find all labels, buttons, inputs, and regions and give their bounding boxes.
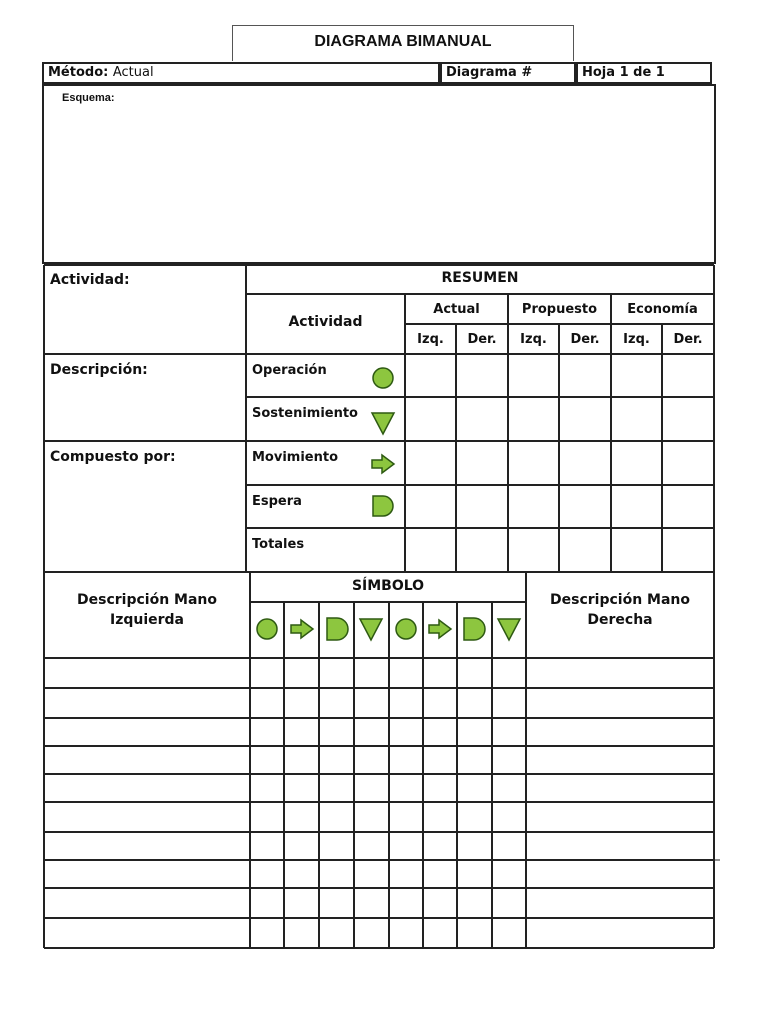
circle-icon	[370, 366, 396, 390]
sub-izq: Izq.	[520, 332, 547, 347]
hoja-label: Hoja 1 de 1	[582, 65, 665, 80]
triangle-down-icon	[370, 410, 396, 436]
actividad-column-header: Actividad	[288, 314, 363, 330]
mano-derecha-header	[526, 592, 714, 628]
arrow-right-icon	[370, 453, 396, 475]
d-shape-icon	[370, 494, 396, 518]
sub-izq: Izq.	[623, 332, 650, 347]
metodo-value: Actual	[112, 65, 154, 80]
esquema-label: Esquema:	[62, 92, 115, 104]
row-label-operacion: Operación	[252, 363, 327, 378]
d-shape-icon	[323, 616, 351, 642]
mano-izquierda-line1: Descripción Mano	[77, 592, 217, 608]
circle-icon	[392, 616, 420, 642]
diagrama-label: Diagrama #	[446, 65, 533, 80]
arrow-right-icon	[288, 618, 316, 640]
resumen-title: RESUMEN	[441, 270, 519, 286]
d-shape-icon	[460, 616, 488, 642]
group-actual: Actual	[433, 302, 480, 317]
sub-izq: Izq.	[417, 332, 444, 347]
triangle-down-icon	[357, 616, 385, 642]
compuesto-label: Compuesto por:	[50, 449, 176, 465]
descripcion-label: Descripción:	[50, 362, 148, 378]
row-label-espera: Espera	[252, 494, 302, 509]
document-title: DIAGRAMA BIMANUAL	[232, 25, 574, 61]
group-propuesto: Propuesto	[521, 302, 598, 317]
mano-derecha-line1: Descripción Mano	[550, 592, 690, 608]
mano-derecha-line2: Derecha	[587, 612, 653, 628]
triangle-down-icon	[495, 616, 523, 642]
mano-izquierda-header	[44, 592, 250, 628]
actividad-label: Actividad:	[50, 272, 130, 288]
mano-izquierda-line2: Izquierda	[109, 612, 184, 628]
sub-der: Der.	[570, 332, 600, 347]
row-label-totales: Totales	[252, 537, 305, 552]
arrow-right-icon	[426, 618, 454, 640]
sub-der: Der.	[467, 332, 497, 347]
simbolo-title: SÍMBOLO	[351, 578, 425, 594]
group-economia: Economía	[627, 302, 698, 317]
metodo-label: Método:	[48, 65, 109, 80]
row-label-sostenimiento: Sostenimiento	[252, 406, 358, 421]
circle-icon	[253, 616, 281, 642]
row-label-movimiento: Movimiento	[252, 450, 339, 465]
sub-der: Der.	[673, 332, 703, 347]
